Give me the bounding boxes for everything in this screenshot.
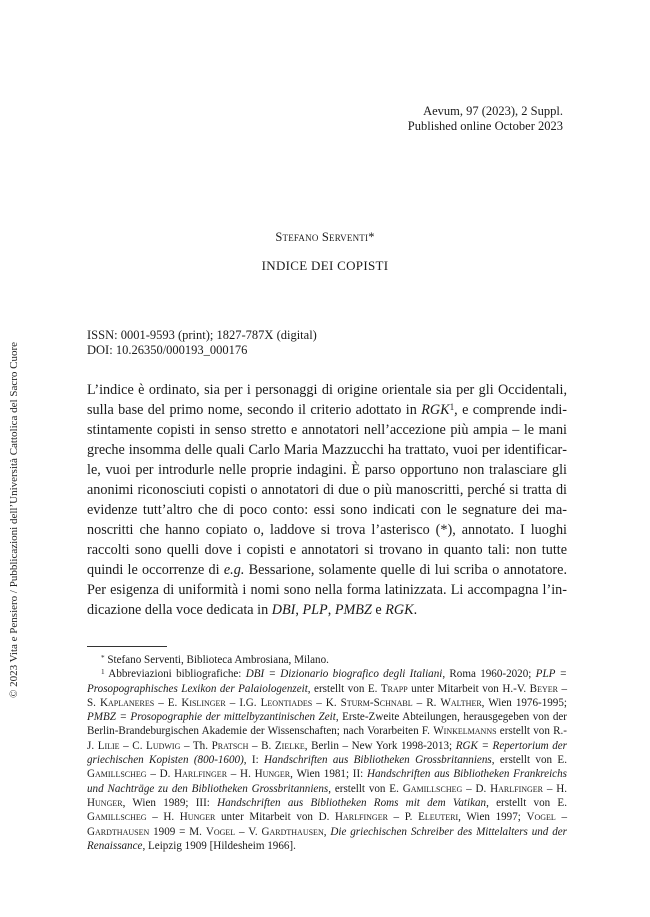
footnote-1: $^1$ Abbreviazioni bibliografiche: DBI = Dizionario biografico degli Italiani, Roma 1960-2020; PLP = Prosopographisches Lexikon der Palaiologenzeit, erstellt von E. Trapp unter Mitarbeit von H.-V. Beyer – S. Kaplaneres – E. Kislinger – I.G. Leontiades – K. Sturm-Schnabl – R. Walther, Wien 1976-1995; PMBZ = Prosopographie der mittelbyzantinischen Zeit, Erste-Zweite Abteilungen, herausgegeben von der Berlin-Brandeburgischen Akademie der Wissenschaften; nach Vorarbeiten F. Winkelmanns erstellt von R.-J. Lilie – C. Ludwig – Th. Pratsch – B. Zielke, Berlin – New York 1998-2013; RGK = Repertorium der griechischen Kopisten (800-1600), I: Handschriften aus Bibliotheken Grossbritanniens, erstellt von E. Gamillscheg – D. Harlfinger – H. Hunger, Wien 1981; II: Handschriften aus Bibliotheken Frankreichs und Nachträge zu den Bibliotheken Grossbritanniens, erstellt von E. Gamillscheg – D. Harlfinger – H. Hunger, Wien 1989; III: Handschriften aus Bibliotheken Roms mit dem Vatikan, erstellt von E. Gamillscheg – H. Hunger unter Mitarbeit von D. Harlfinger – P. Eleuteri, Wien 1997; Vogel – Gardthausen 1909 = M. Vogel – V. Gardthausen, Die griechischen Schreiber des Mittelalters und der Renaissance, Leipzig 1909 [Hildesheim 1966]. bbox=[87, 668, 568, 852]
body-text bbox=[87, 380, 567, 620]
footnotes bbox=[87, 653, 567, 853]
article-title: INDICE DEI COPISTI bbox=[261, 258, 389, 273]
journal-citation: Aevum, 97 (2023), 2 Suppl. bbox=[423, 104, 563, 118]
article-author bbox=[0, 230, 650, 245]
footnote-ref: 1 bbox=[449, 401, 455, 412]
issn: ISSN: 0001-9593 (print); 1827-787X (digital) bbox=[87, 328, 317, 342]
publication-date: Published online October 2023 bbox=[407, 119, 563, 133]
doi: DOI: 10.26350/000193_000176 bbox=[87, 343, 248, 357]
body-paragraph: L’indice è ordinato, sia per i personaggi di origine orientale sia per gli Occidentali, sulla base del primo nome, secondo il criterio adottato in RGK$^1$, e comprende indistintamente copisti in senso stretto e annotatori nell’accezione più ampia – le mani greche insomma delle quali Carlo Maria Mazzucchi ha trattato, vuoi per identificarle, vuoi per introdurle nelle proprie indagini. È parso opportuno non tralasciare gli anonimi riconosciuti copisti o annotatori di due o più manoscritti, perché si tratta di evidenze tutt’altro che di poco conto: essi sono indicati con le segnature dei manoscritti che hanno copiato o, laddove si trova l’asterisco (*), annotato. I luoghi raccolti sono quelli dove i copisti e annotatori si trovano in quanto tali: non tutte quindi le occorrenze di e.g. Bessarione, solamente quelle di lui scriba o annotatore. Per esigenza di uniformità i nomi sono nella forma latinizzata. Li accompagna l’indicazione della voce dedicata in DBI, PLP, PMBZ e RGK. bbox=[87, 382, 567, 618]
rgk-ref: RGK bbox=[421, 402, 450, 418]
author-footnote-mark: * bbox=[368, 230, 375, 244]
journal-masthead bbox=[408, 104, 563, 134]
copyright-sidebar: © 2023 Vita e Pensiero / Pubblicazioni dell’Università Cattolica del Sacro Cuore bbox=[8, 341, 20, 699]
footnote-divider bbox=[87, 646, 167, 647]
author-name: Stefano Serventi bbox=[275, 230, 369, 244]
footnote-author: * Stefano Serventi, Biblioteca Ambrosiana, Milano. bbox=[101, 653, 329, 666]
identifiers bbox=[87, 328, 317, 358]
